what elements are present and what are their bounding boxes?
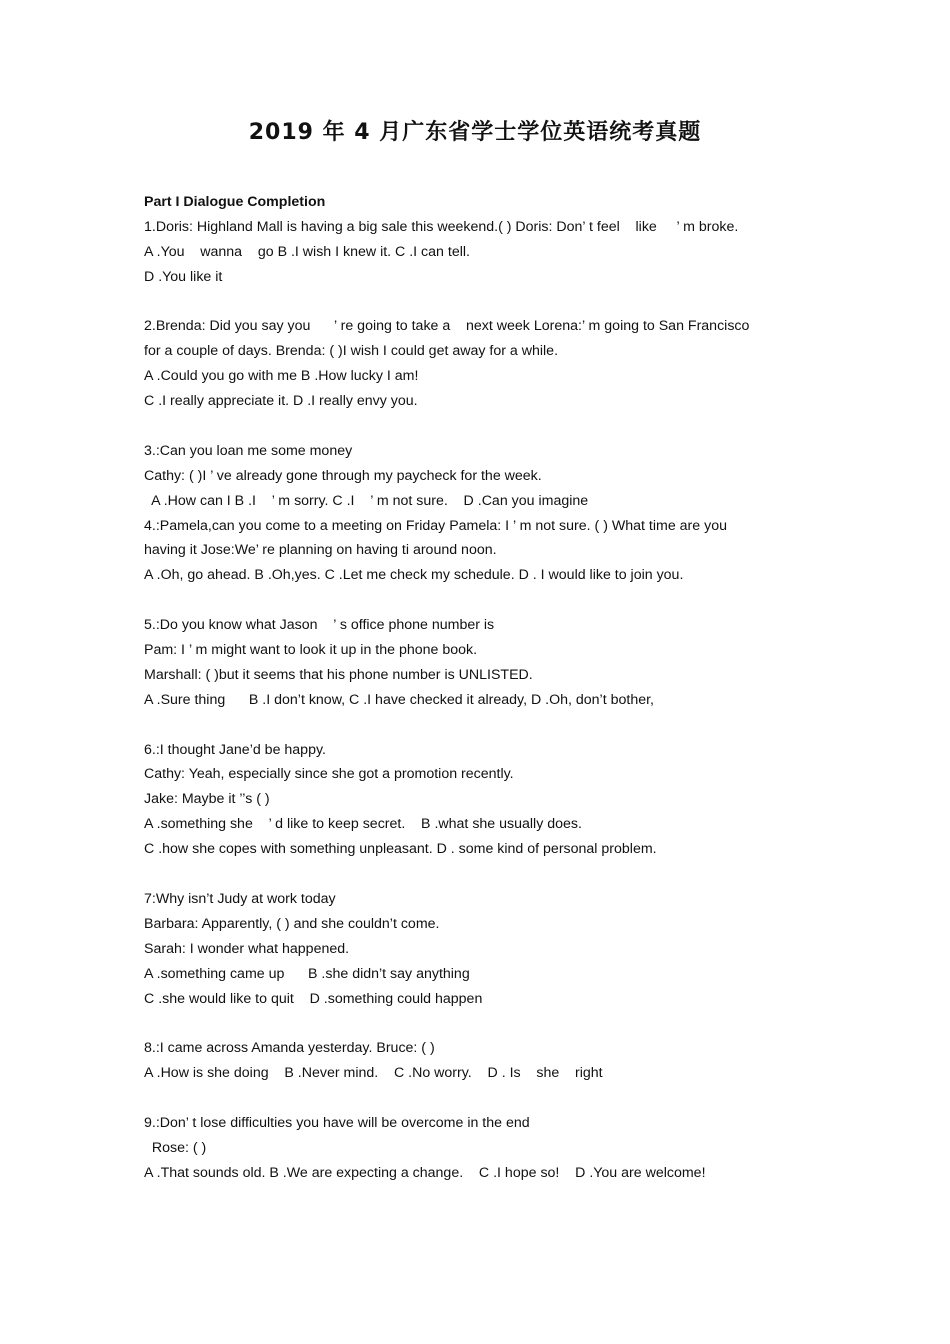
text-line: 4.:Pamela,can you come to a meeting on Friday Pamela: I ’ m not sure. ( ) What time are you <box>144 517 727 534</box>
text-line: C .how she copes with something unpleasant. D . some kind of personal problem. <box>144 841 657 858</box>
text-line: A .something came up B .she didn’t say anything <box>144 965 470 982</box>
text-line: D .You like it <box>144 268 223 285</box>
text-line: A .You wanna go B .I wish I knew it. C .I can tell. <box>144 243 470 260</box>
text-line: A .That sounds old. B .We are expecting a change. C .I hope so! D .You are welcome! <box>144 1164 706 1181</box>
text-line: 9.:Don’ t lose difficulties you have will be overcome in the end <box>144 1114 530 1131</box>
text-line: A .something she ’ d like to keep secret. B .what she usually does. <box>144 816 582 833</box>
text-line: Cathy: ( )I ’ ve already gone through my paycheck for the week. <box>144 467 542 484</box>
text-line: 2.Brenda: Did you say you ’ re going to take a next week Lorena:’ m going to San Francisco <box>144 318 750 335</box>
document-body <box>144 190 824 1186</box>
blank-line <box>144 1086 824 1111</box>
text-line: 6.:I thought Jane’d be happy. <box>144 741 326 758</box>
text-line: C .I really appreciate it. D .I really envy you. <box>144 393 418 410</box>
section-heading: Part I Dialogue Completion <box>144 194 326 210</box>
text-line: for a couple of days. Brenda: ( )I wish I could get away for a while. <box>144 343 559 360</box>
blank-line <box>144 1011 824 1036</box>
blank-line <box>144 713 824 738</box>
text-line: Marshall: ( )but it seems that his phone number is UNLISTED. <box>144 666 533 683</box>
text-line: A .Sure thing B .I don’t know, C .I have checked it already, D .Oh, don’t bother, <box>144 691 654 708</box>
text-line: C .she would like to quit D .something could happen <box>144 990 483 1007</box>
text-line: A .Could you go with me B .How lucky I am! <box>144 368 419 385</box>
text-line: Rose: ( ) <box>144 1139 207 1156</box>
text-line: 3.:Can you loan me some money <box>144 442 353 459</box>
text-line: 5.:Do you know what Jason ’ s office phone number is <box>144 617 495 634</box>
blank-line <box>144 290 824 315</box>
blank-line <box>144 588 824 613</box>
blank-line <box>144 862 824 887</box>
text-line: 8.:I came across Amanda yesterday. Bruce: ( ) <box>144 1040 435 1057</box>
question-lines <box>144 215 824 1186</box>
text-line: Barbara: Apparently, ( ) and she couldn’t come. <box>144 915 440 932</box>
blank-line <box>144 414 824 439</box>
text-line: A .How can I B .I ’ m sorry. C .I ’ m not sure. D .Can you imagine <box>144 492 589 509</box>
text-line: A .How is she doing B .Never mind. C .No worry. D . Is she right <box>144 1065 603 1082</box>
text-line: 1.Doris: Highland Mall is having a big sale this weekend.( ) Doris: Don’ t feel like ’ m broke. <box>144 218 739 235</box>
text-line: Pam: I ’ m might want to look it up in the phone book. <box>144 642 478 659</box>
text-line: 7:Why isn’t Judy at work today <box>144 890 336 907</box>
text-line: Sarah: I wonder what happened. <box>144 940 350 957</box>
text-line: A .Oh, go ahead. B .Oh,yes. C .Let me check my schedule. D . I would like to join you. <box>144 567 684 584</box>
page-title: 2019 年 4 月广东省学士学位英语统考真题 <box>248 120 702 145</box>
text-line: having it Jose:We’ re planning on having ti around noon. <box>144 542 497 559</box>
text-line: Jake: Maybe it ’’s ( ) <box>144 791 270 808</box>
text-line: Cathy: Yeah, especially since she got a promotion recently. <box>144 766 514 783</box>
